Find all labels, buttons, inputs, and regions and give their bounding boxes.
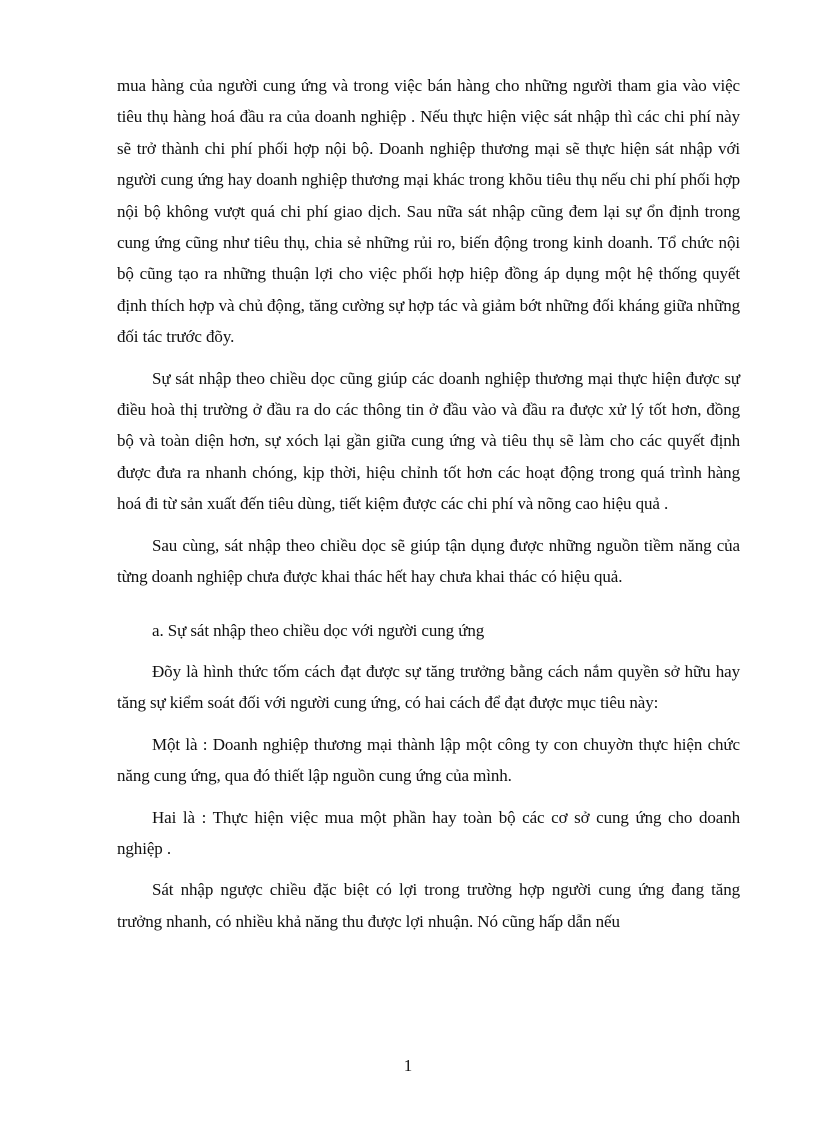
paragraph-vertical-integration-benefits: Sự sát nhập theo chiều dọc cũng giúp các doanh nghiệp thương mại thực hiện được sự điều hoà thị trường ở đầu ra do các thông tin ở đầu vào và đầu ra được xử lý tốt hơn, đồng bộ và toàn diện hơn, sự xóch lại gần giữa cung ứng và tiêu thụ sẽ làm cho các quyết định được đưa ra nhanh chóng, kịp thời, hiệu chỉnh tốt hơn các hoạt động trong quá trình hàng hoá đi từ sản xuất đến tiêu dùng, tiết kiệm được các chi phí và nõng cao hiệu quả .	[117, 368, 740, 514]
paragraph-resource-utilization: Sau cùng, sát nhập theo chiều dọc sẽ giúp tận dụng được những nguồn tiềm năng của từng doanh nghiệp chưa được khai thác hết hay chưa khai thác có hiệu quả.	[117, 535, 740, 587]
paragraph-continuation: mua hàng của người cung ứng và trong việc bán hàng cho những người tham gia vào việc tiêu thụ hàng hoá đầu ra của doanh nghiệp . Nếu thực hiện việc sát nhập thì các chi phí này sẽ trở thành chi phí phối hợp nội bộ. Doanh nghiệp thương mại sẽ thực hiện sát nhập với người cung ứng hay doanh nghiệp thương mại khác trong khõu tiêu thụ nếu chi phí phối hợp nội bộ không vượt quá chi phí giao dịch. Sau nữa sát nhập cũng đem lại sự ổn định trong cung ứng cũng như tiêu thụ, chia sẻ những rủi ro, biến động trong kinh doanh. Tổ chức nội bộ cũng tạo ra những thuận lợi cho việc phối hợp hiệp đồng áp dụng một hệ thống quyết định thích hợp và chủ động, tăng cường sự hợp tác và giảm bớt những đối kháng giữa những đối tác trước đõy.	[117, 76, 740, 347]
paragraph-backward-integration: Sát nhập ngược chiều đặc biệt có lợi trong trường hợp người cung ứng đang tăng trưởng nhanh, có nhiều khả năng thu được lợi nhuận. Nó cũng hấp dẫn nếu	[117, 880, 740, 931]
document-page	[117, 70, 740, 947]
section-heading: a. Sự sát nhập theo chiều dọc với người cung ứng	[152, 620, 485, 640]
paragraph-method-two: Hai là : Thực hiện việc mua một phần hay toàn bộ các cơ sở cung ứng cho doanh nghiệp .	[117, 807, 740, 858]
page-number: 1	[403, 1056, 413, 1075]
paragraph-method-one: Một là : Doanh nghiệp thương mại thành lập một công ty con chuyờn thực hiện chức năng cung ứng, qua đó thiết lập nguồn cung ứng của mình.	[117, 734, 740, 786]
paragraph-definition: Đõy là hình thức tốm cách đạt được sự tăng trưởng bằng cách nắm quyền sở hữu hay tăng sự kiểm soát đối với người cung ứng, có hai cách để đạt được mục tiêu này:	[117, 661, 740, 713]
